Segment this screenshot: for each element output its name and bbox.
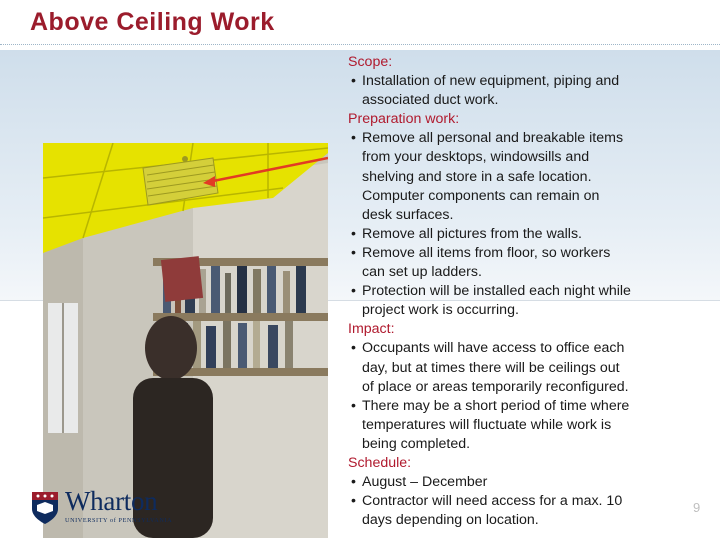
bullet-item — [348, 225, 678, 244]
section-heading: Impact: — [348, 321, 395, 338]
bullet-item — [348, 244, 678, 282]
logo-wordmark: Wharton — [65, 486, 158, 516]
bullet-line: shelving and store in a safe location. — [362, 168, 592, 185]
bullet-line: There may be a short period of time where — [362, 397, 630, 414]
bullet-item — [348, 129, 678, 224]
bullet-item — [348, 492, 678, 530]
bullet-line: Computer components can remain on — [362, 187, 600, 204]
bullet-line: of place or areas temporarily reconfigured. — [362, 378, 629, 395]
bullet-dot: • — [351, 225, 356, 242]
bullet-item — [348, 397, 678, 454]
bullet-dot: • — [351, 340, 356, 357]
bullet-line: Remove all items from floor, so workers — [362, 244, 611, 261]
bullet-dot: • — [351, 244, 356, 261]
section-heading: Preparation work: — [348, 111, 460, 128]
slide-content — [348, 53, 678, 530]
bullet-item — [348, 282, 678, 320]
bullet-line: Remove all pictures from the walls. — [362, 225, 582, 242]
bullet-item — [348, 339, 678, 396]
bullet-dot: • — [351, 73, 356, 90]
bullet-line: Contractor will need access for a max. 10 — [362, 493, 623, 510]
logo-subtitle: UNIVERSITY of PENNSYLVANIA — [65, 517, 173, 524]
wharton-logo — [31, 486, 173, 530]
bullet-dot: • — [351, 474, 356, 491]
bullet-line: associated duct work. — [362, 92, 499, 109]
bullet-dot: • — [351, 493, 356, 510]
bullet-line: temperatures will fluctuate while work is — [362, 416, 612, 433]
bullet-line: August – December — [362, 474, 488, 491]
bullet-item — [348, 473, 678, 492]
slide-title: Above Ceiling Work — [30, 8, 275, 36]
bullet-line: Occupants will have access to office each — [362, 340, 625, 357]
bullet-line: from your desktops, windowsills and — [362, 149, 590, 166]
ceiling-photo-illustration — [43, 143, 328, 538]
section-heading: Schedule: — [348, 454, 412, 471]
bullet-dot: • — [351, 283, 356, 300]
bullet-line: Remove all personal and breakable items — [362, 130, 624, 147]
title-divider — [0, 44, 720, 45]
page-number: 9 — [693, 500, 701, 515]
bullet-line: project work is occurring. — [362, 302, 519, 319]
bullet-dot: • — [351, 397, 356, 414]
bullet-line: being completed. — [362, 435, 471, 452]
bullet-line: Protection will be installed each night while — [362, 283, 631, 300]
ceiling-photo — [43, 143, 328, 538]
bullet-line: desk surfaces. — [362, 206, 454, 223]
bullet-line: day, but at times there will be ceilings out — [362, 359, 620, 376]
bullet-line: can set up ladders. — [362, 264, 482, 281]
section-heading: Scope: — [348, 54, 393, 70]
bullet-line: days depending on location. — [362, 512, 539, 529]
shield-icon — [31, 491, 59, 525]
bullet-item — [348, 72, 678, 110]
bullet-line: Installation of new equipment, piping and — [362, 73, 620, 90]
bullet-dot: • — [351, 130, 356, 147]
